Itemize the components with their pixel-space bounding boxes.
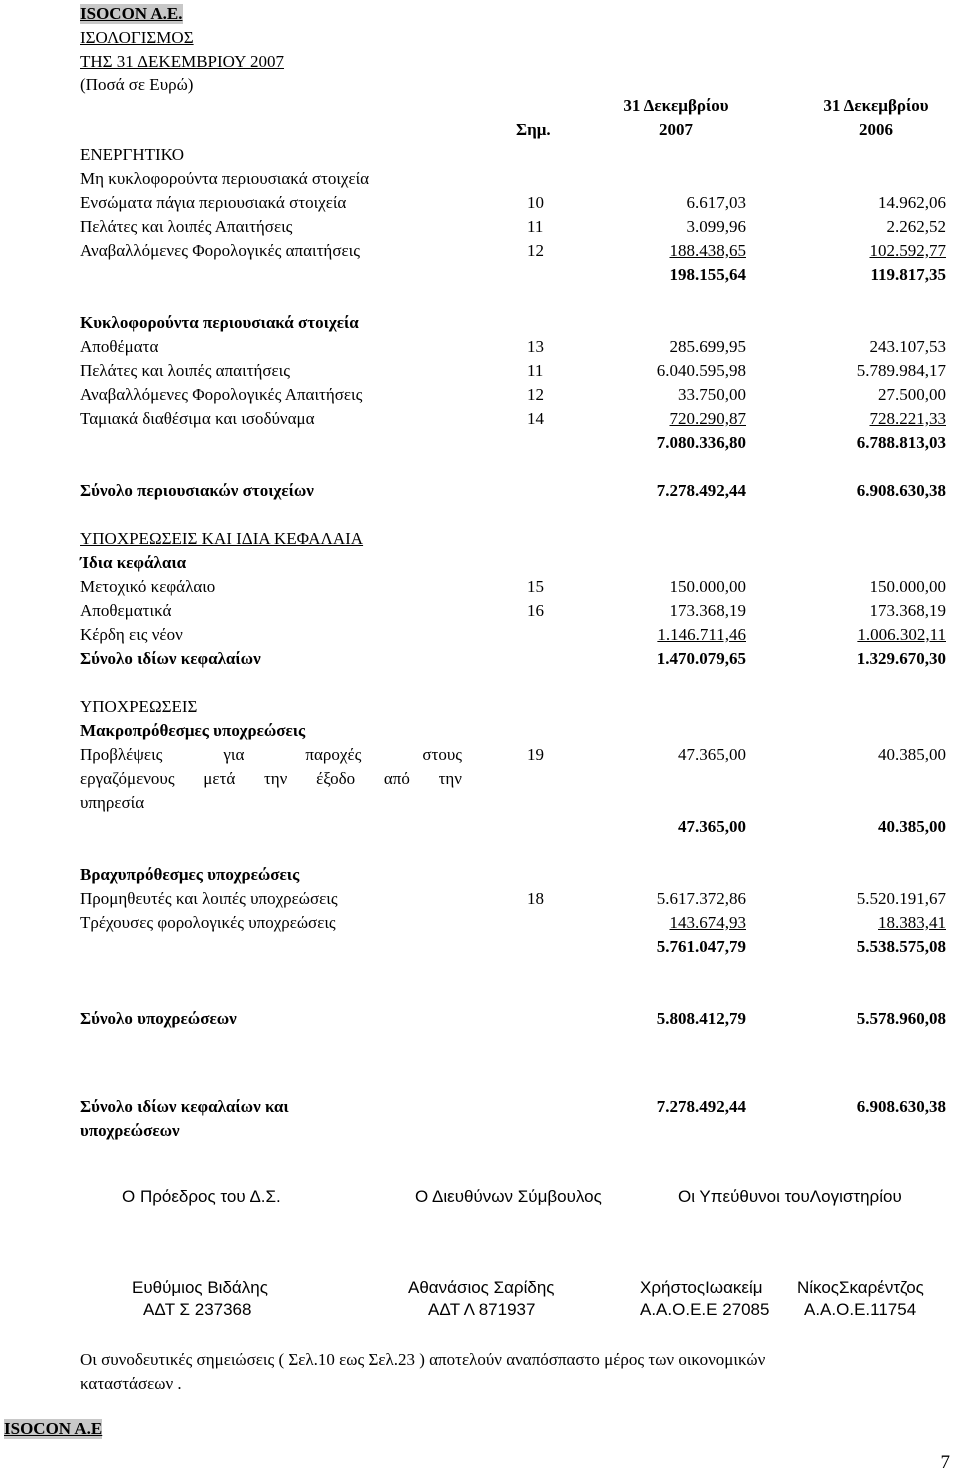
row-value-2007: 1.146.711,46 — [657, 625, 746, 644]
row-label: Ταμιακά διαθέσιμα και ισοδύναμα — [80, 409, 315, 428]
total-liabilities-2006: 5.578.960,08 — [856, 1009, 946, 1028]
signatory-name: Ευθύμιος Βιδάλης — [132, 1278, 268, 1297]
row-label: Πελάτες και λοιπές Απαιτήσεις — [80, 217, 293, 236]
row-value-2006: 18.383,41 — [878, 913, 946, 932]
row-value-2007: 6.040.595,98 — [656, 361, 746, 380]
row-note: 16 — [527, 601, 544, 620]
row-label: Ενσώματα πάγια περιουσιακά στοιχεία — [80, 193, 347, 212]
total-equity-2006: 1.329.670,30 — [856, 649, 946, 668]
document-title: ΙΣΟΛΟΓΙΣΜΟΣ — [80, 28, 194, 47]
page-number: 7 — [940, 1452, 950, 1473]
row-value-2006: 1.006.302,11 — [857, 625, 946, 644]
grand-total-label: Σύνολο ιδίων κεφαλαίων και — [80, 1097, 289, 1116]
year-2006-header-line1: 31 Δεκεμβρίου — [823, 96, 929, 115]
row-label: Αναβαλλόμενες Φορολογικές απαιτήσεις — [80, 241, 360, 260]
current-assets-heading: Κυκλοφορούντα περιουσιακά στοιχεία — [80, 313, 359, 332]
row-note: 12 — [527, 385, 544, 404]
equity-liabilities-heading: ΥΠΟΧΡΕΩΣΕΙΣ ΚΑΙ ΙΔΙΑ ΚΕΦΑΛΑΙΑ — [80, 529, 364, 548]
total-assets-2007: 7.278.492,44 — [656, 481, 746, 500]
row-note: 18 — [527, 889, 544, 908]
grand-total-label-continued: υποχρεώσεων — [80, 1121, 180, 1140]
noncurrent-total-2007: 198.155,64 — [669, 265, 746, 284]
row-value-2007: 5.617.372,86 — [656, 889, 746, 908]
row-label: Τρέχουσες φορολογικές υποχρεώσεις — [80, 913, 336, 932]
row-value-2006: 173.368,19 — [869, 601, 946, 620]
shortterm-total-2006: 5.538.575,08 — [856, 937, 946, 956]
row-note: 11 — [527, 361, 544, 380]
equity-subheading: Ίδια κεφάλαια — [80, 553, 187, 572]
longterm-liabilities-heading: Μακροπρόθεσμες υποχρεώσεις — [80, 721, 306, 740]
row-value-2007: 6.617,03 — [686, 193, 746, 212]
row-label: Αποθεματικά — [80, 601, 172, 620]
row-label: Προβλέψεις για παροχές στους — [80, 745, 462, 764]
year-2006-header-line2: 2006 — [859, 120, 893, 139]
shortterm-liabilities-heading: Βραχυπρόθεσμες υποχρεώσεις — [80, 865, 300, 884]
row-value-2006: 728.221,33 — [869, 409, 946, 428]
noncurrent-assets-heading: Μη κυκλοφορούντα περιουσιακά στοιχεία — [80, 169, 370, 188]
currency-note: (Ποσά σε Ευρώ) — [80, 75, 194, 94]
row-value-2006: 14.962,06 — [878, 193, 946, 212]
row-value-2006: 5.789.984,17 — [856, 361, 946, 380]
signatory-id: ΑΔΤ Λ 871937 — [428, 1300, 536, 1319]
row-value-2007: 143.674,93 — [669, 913, 746, 932]
row-note: 11 — [527, 217, 544, 236]
document-date: ΤΗΣ 31 ΔΕΚΕΜΒΡΙΟΥ 2007 — [80, 52, 284, 71]
row-note: 14 — [527, 409, 544, 428]
row-value-2006: 102.592,77 — [869, 241, 946, 260]
signature-role-president: Ο Πρόεδρος του Δ.Σ. — [122, 1187, 281, 1206]
row-value-2006: 243.107,53 — [869, 337, 946, 356]
row-label: Κέρδη εις νέον — [80, 625, 183, 644]
row-value-2006: 5.520.191,67 — [856, 889, 946, 908]
signatory-id: Α.Α.Ο.Ε.11754 — [804, 1300, 917, 1319]
row-note: 10 — [527, 193, 544, 212]
row-note: 13 — [527, 337, 544, 356]
grand-total-2006: 6.908.630,38 — [856, 1097, 946, 1116]
row-value-2006: 27.500,00 — [878, 385, 946, 404]
signature-role-accounting: Οι Υπεύθυνοι τουΛογιστηρίου — [678, 1187, 902, 1206]
shortterm-total-2007: 5.761.047,79 — [656, 937, 746, 956]
row-note: 19 — [527, 745, 544, 764]
row-label: Πελάτες και λοιπές απαιτήσεις — [80, 361, 290, 380]
row-value-2006: 2.262,52 — [886, 217, 946, 236]
total-liabilities-2007: 5.808.412,79 — [656, 1009, 746, 1028]
signature-role-ceo: Ο Διευθύνων Σύμβουλος — [415, 1187, 602, 1206]
footnote-line1: Οι συνοδευτικές σημειώσεις ( Σελ.10 εως Σελ.23 ) αποτελούν αναπόσπαστο μέρος των οικονομικών — [80, 1350, 766, 1369]
row-value-2007: 188.438,65 — [669, 241, 746, 260]
footer-company: ISOCON A.E — [4, 1419, 103, 1438]
year-2007-header-line2: 2007 — [659, 120, 693, 139]
row-value-2007: 720.290,87 — [669, 409, 746, 428]
assets-heading: ΕΝΕΡΓΗΤΙΚΟ — [80, 145, 185, 164]
footnote-line2: καταστάσεων . — [80, 1374, 182, 1393]
signatory-id: Α.Α.Ο.Ε.Ε 27085 — [640, 1300, 770, 1319]
row-label: Μετοχικό κεφάλαιο — [80, 577, 216, 596]
row-note: 12 — [527, 241, 544, 260]
current-total-2007: 7.080.336,80 — [656, 433, 746, 452]
signatory-id: ΑΔΤ Σ 237368 — [143, 1300, 252, 1319]
row-value-2007: 173.368,19 — [669, 601, 746, 620]
row-label-continued: υπηρεσία — [80, 793, 145, 812]
row-label: Προμηθευτές και λοιπές υποχρεώσεις — [80, 889, 338, 908]
company-name: ISOCON A.E. — [80, 4, 183, 23]
grand-total-2007: 7.278.492,44 — [656, 1097, 746, 1116]
signatory-name: ΧρήστοςΙωακείμ — [640, 1278, 763, 1297]
signatory-name: Αθανάσιος Σαρίδης — [408, 1278, 555, 1297]
longterm-total-2006: 40.385,00 — [878, 817, 946, 836]
current-total-2006: 6.788.813,03 — [856, 433, 946, 452]
row-value-2007: 285.699,95 — [669, 337, 746, 356]
row-value-2006: 150.000,00 — [869, 577, 946, 596]
longterm-total-2007: 47.365,00 — [678, 817, 746, 836]
signatory-name: ΝίκοςΣκαρέντζος — [797, 1278, 924, 1297]
total-assets-label: Σύνολο περιουσιακών στοιχείων — [80, 481, 314, 500]
total-equity-label: Σύνολο ιδίων κεφαλαίων — [80, 649, 261, 668]
row-value-2007: 150.000,00 — [669, 577, 746, 596]
noncurrent-total-2006: 119.817,35 — [870, 265, 946, 284]
row-note: 15 — [527, 577, 544, 596]
total-equity-2007: 1.470.079,65 — [656, 649, 746, 668]
liabilities-heading: ΥΠΟΧΡΕΩΣΕΙΣ — [80, 697, 198, 716]
total-assets-2006: 6.908.630,38 — [856, 481, 946, 500]
row-label: Αποθέματα — [80, 337, 159, 356]
row-value-2006: 40.385,00 — [878, 745, 946, 764]
row-value-2007: 33.750,00 — [678, 385, 746, 404]
year-2007-header-line1: 31 Δεκεμβρίου — [623, 96, 729, 115]
total-liabilities-label: Σύνολο υποχρεώσεων — [80, 1009, 237, 1028]
row-label: Αναβαλλόμενες Φορολογικές Απαιτήσεις — [80, 385, 363, 404]
row-value-2007: 47.365,00 — [678, 745, 746, 764]
row-value-2007: 3.099,96 — [686, 217, 746, 236]
note-column-header: Σημ. — [516, 120, 551, 139]
row-label-continued: εργαζόμενους μετά την έξοδο από την — [80, 769, 462, 788]
